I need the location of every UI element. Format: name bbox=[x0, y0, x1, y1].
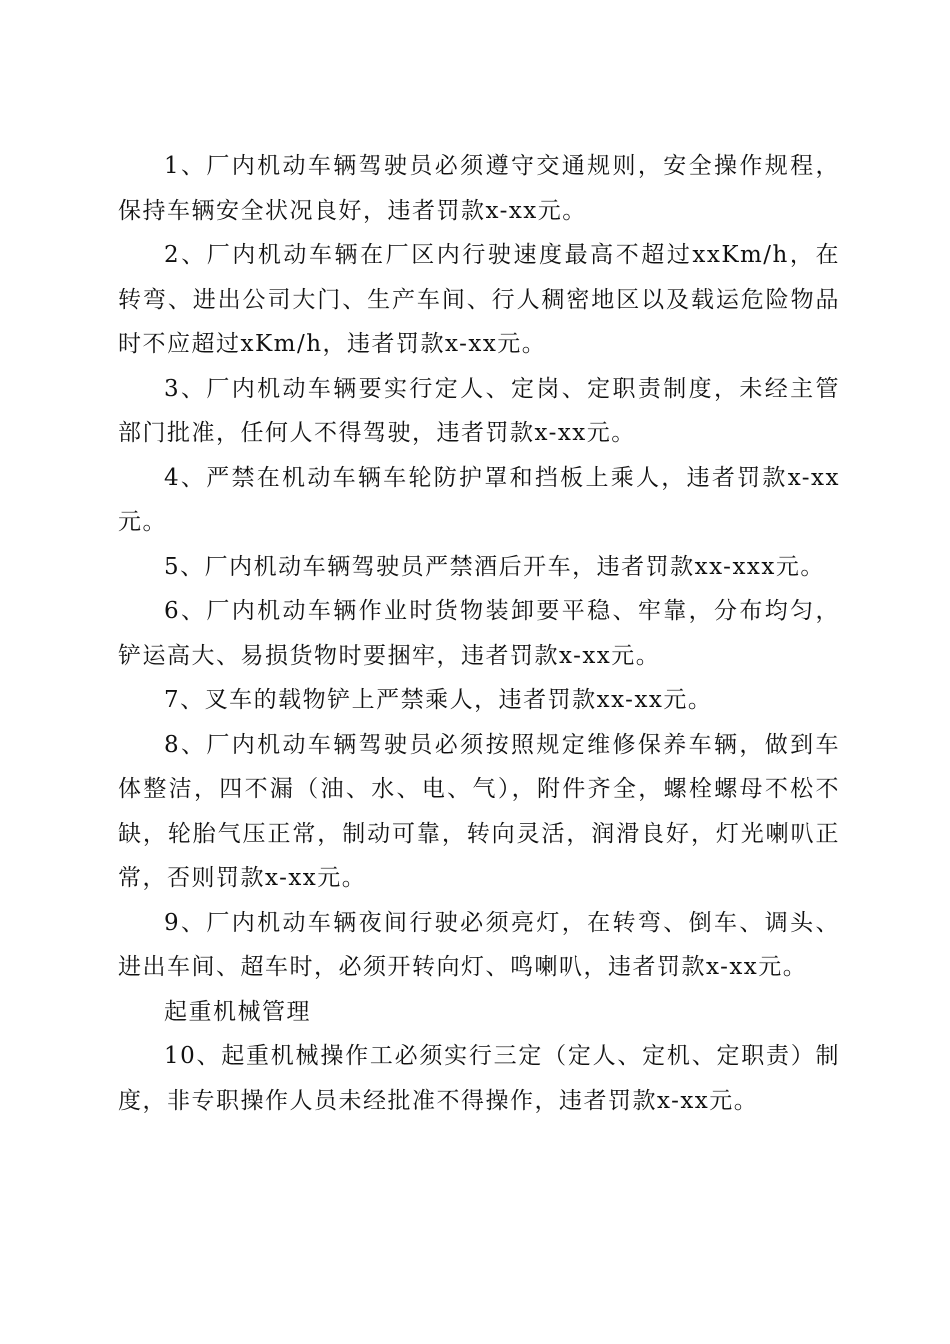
document-page bbox=[118, 144, 840, 1123]
rule-3-paragraph: 3、厂内机动车辆要实行定人、定岗、定职责制度，未经主管部门批准，任何人不得驾驶，违者罚款x-xx元。 bbox=[118, 375, 840, 446]
section-heading-crane-management: 起重机械管理 bbox=[164, 998, 311, 1025]
rule-2-paragraph: 2、厂内机动车辆在厂区内行驶速度最高不超过xxKm/h，在转弯、进出公司大门、生产车间、行人稠密地区以及载运危险物品时不应超过xKm/h，违者罚款x-xx元。 bbox=[118, 242, 840, 357]
rule-10-paragraph: 10、起重机械操作工必须实行三定（定人、定机、定职责）制度，非专职操作人员未经批准不得操作，违者罚款x-xx元。 bbox=[118, 1043, 840, 1114]
rule-6-paragraph: 6、厂内机动车辆作业时货物装卸要平稳、牢靠，分布均匀，铲运高大、易损货物时要捆牢，违者罚款x-xx元。 bbox=[118, 598, 840, 669]
rule-5-paragraph: 5、厂内机动车辆驾驶员严禁酒后开车，违者罚款xx-xxx元。 bbox=[164, 553, 825, 580]
rule-8-paragraph: 8、厂内机动车辆驾驶员必须按照规定维修保养车辆，做到车体整洁，四不漏（油、水、电、气），附件齐全，螺栓螺母不松不缺，轮胎气压正常，制动可靠，转向灵活，润滑良好，灯光喇叭正常，否则罚款x-xx元。 bbox=[118, 731, 840, 891]
rule-1-paragraph: 1、厂内机动车辆驾驶员必须遵守交通规则，安全操作规程，保持车辆安全状况良好，违者罚款x-xx元。 bbox=[118, 153, 840, 224]
rule-7-paragraph: 7、叉车的载物铲上严禁乘人，违者罚款xx-xx元。 bbox=[164, 687, 713, 713]
rule-9-paragraph: 9、厂内机动车辆夜间行驶必须亮灯，在转弯、倒车、调头、进出车间、超车时，必须开转向灯、鸣喇叭，违者罚款x-xx元。 bbox=[118, 909, 840, 980]
rule-4-paragraph: 4、严禁在机动车辆车轮防护罩和挡板上乘人，违者罚款x-xx元。 bbox=[118, 464, 840, 535]
